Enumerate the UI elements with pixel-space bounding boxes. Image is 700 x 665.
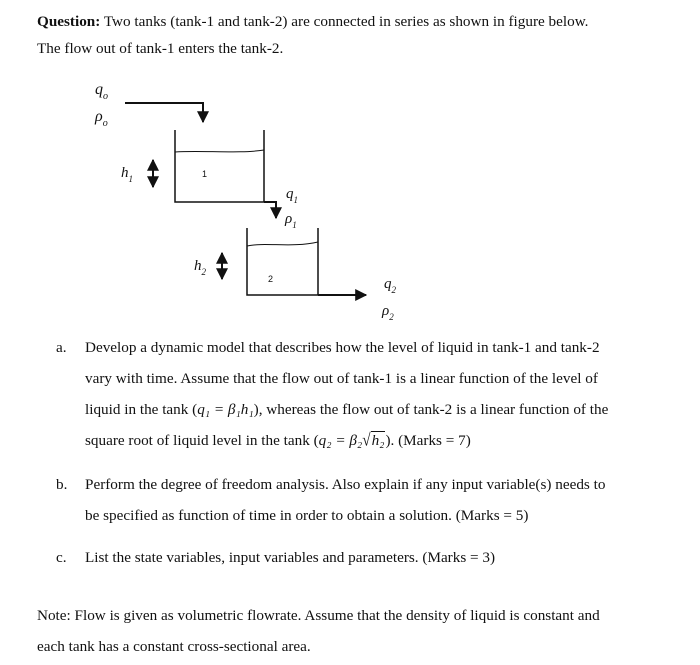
equation-q2-radicand — [371, 431, 386, 449]
inlet-pipe-arrow — [125, 103, 203, 122]
part-a-line-1: Develop a dynamic model that describes how the level of liquid in tank-1 and tank-2 — [85, 339, 600, 356]
note-line-1: Note: Flow is given as volumetric flowrate. Assume that the density of liquid is constant and — [37, 607, 600, 624]
tank-2-level-label: $h_2$ — [194, 258, 206, 277]
question-line-2: The flow out of tank-1 enters the tank-2. — [37, 40, 284, 57]
tank-1-number: 1 — [202, 169, 208, 179]
part-c-label: c. — [56, 549, 67, 566]
tank-2 — [247, 228, 318, 295]
tank-1-density-label: $\rho_1$ — [285, 211, 297, 230]
question-text-1: Two tanks (tank-1 and tank-2) are connected in series as shown in figure below. — [103, 13, 589, 30]
tank-1-level-label: $h_1$ — [121, 165, 133, 184]
part-c-line-1: List the state variables, input variables and parameters. (Marks = 3) — [85, 549, 496, 566]
tank-2-number: 2 — [268, 274, 274, 284]
equation-q2-radicand-text: h₂ — [371, 432, 385, 449]
part-a-line-4-post: ). (Marks = 7) — [385, 432, 471, 449]
equation-q1: q₁ = β₁h₁ — [197, 401, 254, 418]
tank-2-liquid-surface — [247, 242, 318, 246]
part-b — [56, 469, 656, 531]
two-tank-figure — [0, 0, 700, 330]
part-b-line-2: be specified as function of time in order to obtain a solution. (Marks = 5) — [85, 507, 529, 524]
question-label: Question: — [37, 13, 101, 30]
tank-2-density-label: $\rho_2$ — [382, 303, 394, 322]
inlet-density-label: $\rho_o$ — [95, 108, 108, 129]
part-b-label: b. — [56, 476, 68, 493]
tank-1-liquid-surface — [175, 150, 264, 152]
equation-q2-lhs: q₂ = β₂ — [318, 432, 363, 449]
part-a-line-4 — [85, 425, 656, 456]
part-a-line-3-pre: liquid in the tank ( — [85, 401, 198, 418]
part-a-line-4-pre: square root of liquid level in the tank ( — [85, 432, 319, 449]
part-a — [56, 332, 656, 456]
part-c — [56, 542, 656, 573]
inlet-flow-label: $q_o$ — [95, 81, 108, 102]
note-line-2: each tank has a constant cross-sectional area. — [37, 638, 311, 655]
tank-1 — [175, 130, 264, 202]
tank-2-outflow-label: $q_2$ — [384, 276, 396, 295]
part-a-line-3 — [85, 394, 656, 425]
part-b-line-1: Perform the degree of freedom analysis. Also explain if any input variable(s) needs to — [85, 476, 606, 493]
tank-1-outlet-arrow — [264, 202, 276, 218]
tank-1-outflow-label: $q_1$ — [286, 186, 298, 205]
part-a-line-2: vary with time. Assume that the flow out of tank-1 is a linear function of the level of — [85, 370, 598, 387]
note-block — [37, 600, 677, 662]
question-parts — [56, 332, 656, 573]
part-a-line-3-post: ), whereas the flow out of tank-2 is a linear function of the — [253, 401, 609, 418]
part-a-label: a. — [56, 339, 67, 356]
sqrt-icon: √ — [362, 430, 371, 451]
